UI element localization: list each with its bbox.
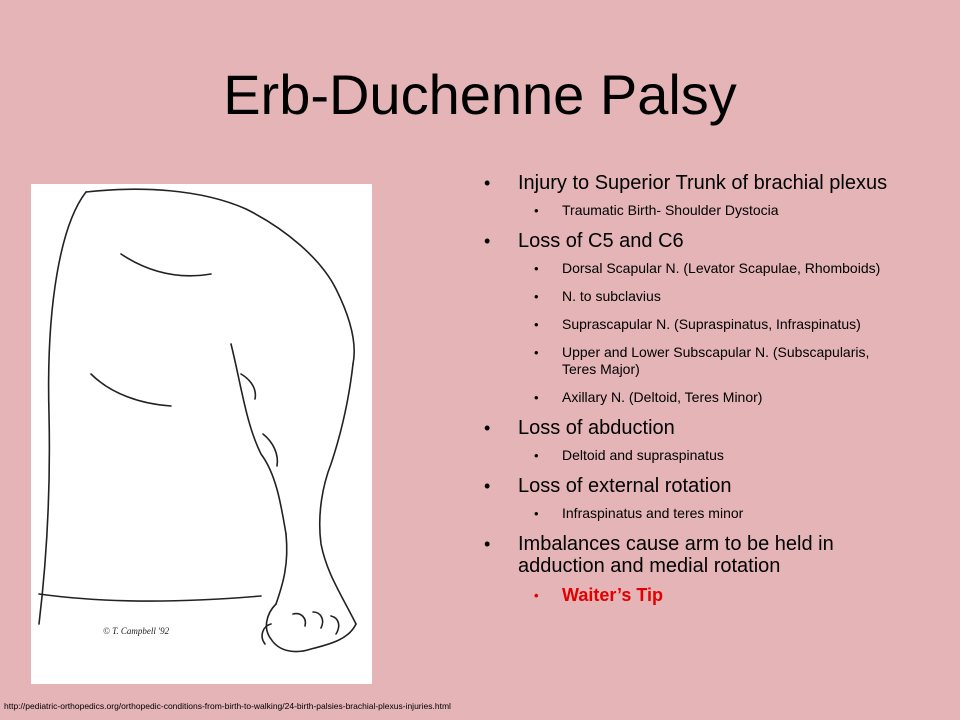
sub-bullet-dot-icon: • [534,261,539,276]
sub-bullet-item [518,202,888,219]
waist-line [39,594,261,601]
sub-bullet-item [518,389,888,406]
bullet-list [478,172,888,616]
sub-bullet-list [518,202,888,219]
sub-bullet-item [518,288,888,305]
bullet-dot-icon: • [484,231,491,251]
bullet-text: Injury to Superior Trunk of brachial plexus [518,172,888,194]
sub-bullet-text: Suprascapular N. (Supraspinatus, Infraspinatus) [562,316,861,332]
knuckle-2 [313,612,323,628]
fist [266,604,356,652]
bullet-text: Loss of abduction [518,417,675,439]
bullet-dot-icon: • [484,476,491,496]
sub-bullet-dot-icon: • [534,289,539,304]
sub-bullet-item [518,316,888,333]
forearm [276,534,287,604]
sub-bullet-dot-icon: • [534,390,539,405]
sub-bullet-text: Waiter’s Tip [562,585,664,605]
shoulder-outline [86,189,354,364]
source-url: http://pediatric-orthopedics.org/orthopedic-conditions-from-birth-to-walking/24-birth-palsies-brachial-plexus-injuries.html [4,701,451,711]
slide-title: Erb-Duchenne Palsy [223,63,737,126]
bullet-item [478,417,888,464]
sub-bullet-item-highlight [518,585,888,605]
sub-bullet-text: Traumatic Birth- Shoulder Dystocia [562,202,779,218]
sub-bullet-text: Axillary N. (Deltoid, Teres Minor) [562,389,763,405]
bullet-item [478,475,888,522]
sub-bullet-text: N. to subclavius [562,288,661,304]
sub-bullet-dot-icon: • [534,506,539,521]
sub-bullet-item [518,260,888,277]
bullet-item [478,230,888,406]
sub-bullet-dot-icon: • [534,317,539,332]
sub-bullet-item [518,344,888,378]
upper-arm-front [320,364,356,624]
knuckle-1 [293,614,305,626]
waiters-tip-illustration [31,184,372,684]
bullet-dot-icon: • [484,534,491,554]
thumb [262,624,271,644]
bullet-item [478,172,888,219]
upper-arm-back [231,344,286,534]
sub-bullet-list [518,585,888,605]
sub-bullet-text: Infraspinatus and teres minor [562,505,744,521]
bullet-dot-icon: • [484,173,491,193]
bullet-text: Loss of C5 and C6 [518,230,684,252]
sub-bullet-text: Deltoid and supraspinatus [562,447,724,463]
knuckle-3 [331,616,339,634]
artist-signature: © T. Campbell '92 [103,626,170,636]
bullet-text: Imbalances cause arm to be held in adduction and medial rotation [518,533,834,577]
sub-bullet-dot-icon: • [534,448,539,463]
sub-bullet-text: Upper and Lower Subscapular N. (Subscapularis, Teres Major) [562,344,870,377]
torso-fold-2 [91,374,171,406]
bullet-dot-icon: • [484,418,491,438]
sub-bullet-dot-icon: • [534,203,539,218]
sub-bullet-list [518,505,888,522]
sub-bullet-list [518,260,888,406]
sub-bullet-dot-icon: • [534,345,539,360]
bullet-item [478,533,888,605]
sub-bullet-list [518,447,888,464]
torso-fold-1 [121,254,211,276]
sub-bullet-dot-icon: • [534,588,539,603]
sub-bullet-text: Dorsal Scapular N. (Levator Scapulae, Rhomboids) [562,260,881,276]
bullet-text: Loss of external rotation [518,475,732,497]
sub-bullet-item [518,447,888,464]
torso-outline [39,192,86,624]
sub-bullet-item [518,505,888,522]
